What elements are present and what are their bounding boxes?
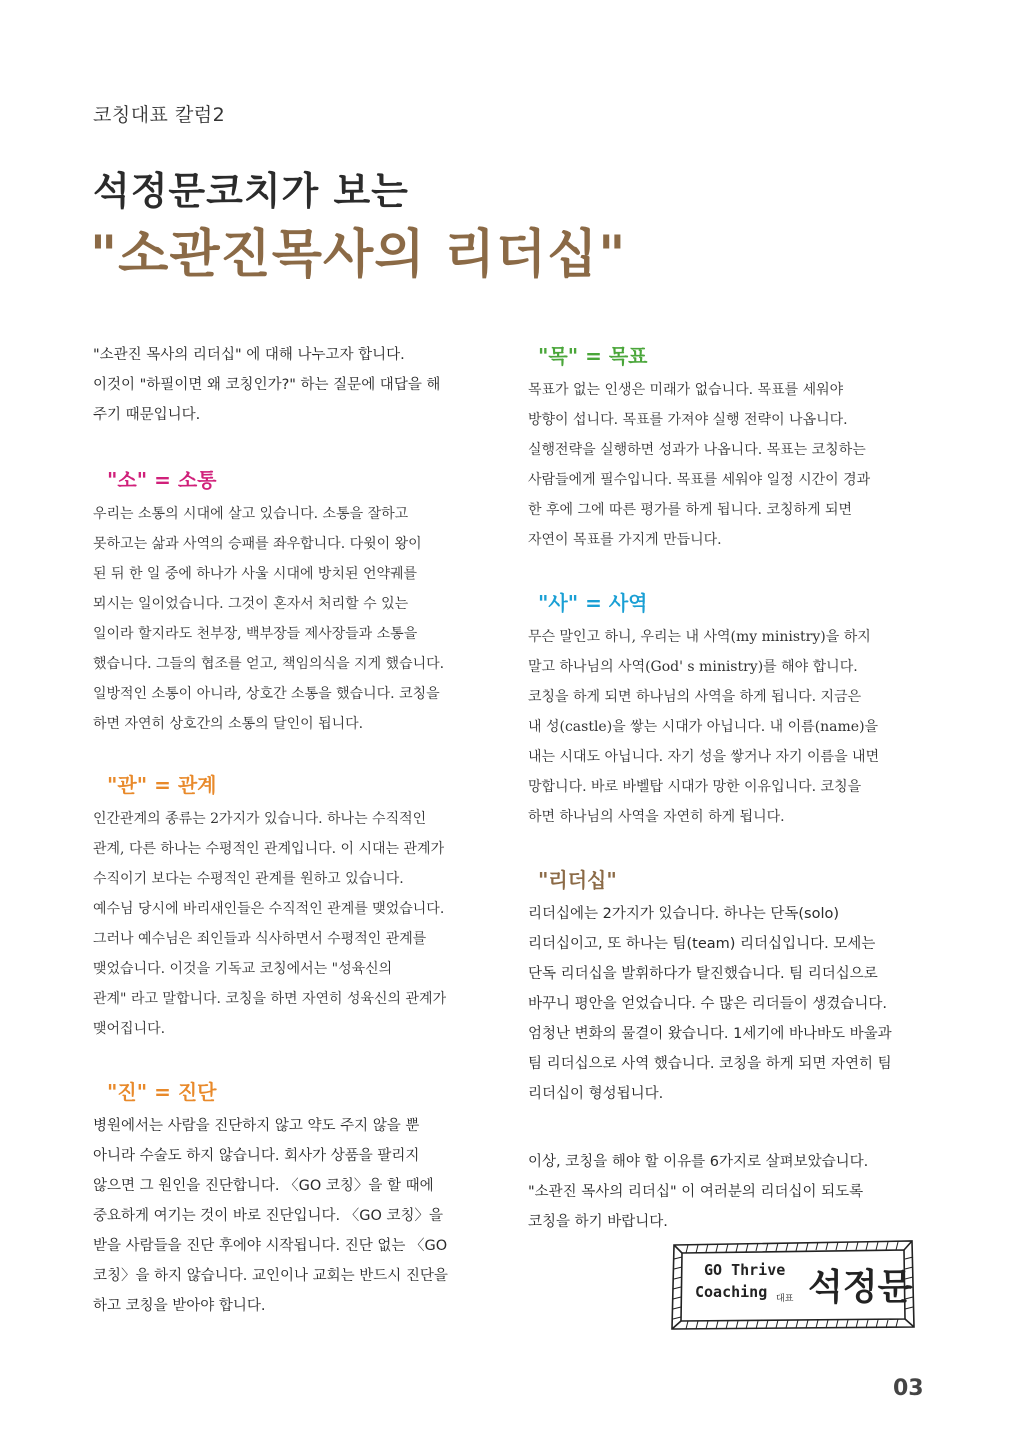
text-line: 코칭을 하기 바랍니다. xyxy=(528,1214,668,1230)
text-line: 하면 자연히 상호간의 소통의 달인이 됩니다. xyxy=(93,716,364,732)
text-line: 받을 사람들을 진단 후에야 시작됩니다. 진단 없는 〈GO xyxy=(93,1238,448,1254)
text-line: 그러나 예수님은 죄인들과 식사하면서 수평적인 관계를 xyxy=(93,931,427,947)
badge-line1: GO Thrive xyxy=(704,1261,786,1279)
text-line: 자연이 목표를 가지게 만듭니다. xyxy=(528,532,722,548)
text-line: 리더십이고, 또 하나는 팀(team) 리더십입니다. 모세는 xyxy=(528,936,876,952)
text-line: 우리는 소통의 시대에 살고 있습니다. 소통을 잘하고 xyxy=(93,506,409,522)
text-line: 주기 때문입니다. xyxy=(93,407,201,423)
section-heading-mok: "목" = 목표 xyxy=(538,344,648,368)
text-line: "소관진 목사의 리더십" 이 여러분의 리더십이 되도록 xyxy=(528,1184,864,1200)
text-line: 않으면 그 원인을 진단합니다. 〈GO 코칭〉을 할 때에 xyxy=(93,1178,434,1194)
text-line: 엄청난 변화의 물결이 왔습니다. 1세기에 바나바도 바울과 xyxy=(528,1026,892,1042)
closing-paragraph xyxy=(528,1147,940,1237)
text-line: 인간관계의 종류는 2가지가 있습니다. 하나는 수직적인 xyxy=(93,811,427,827)
column-kicker: 코칭대표 칼럼2 xyxy=(93,104,226,126)
text-line: 일방적인 소통이 아니라, 상호간 소통을 했습니다. 코칭을 xyxy=(93,686,440,702)
text-line: 관계, 다른 하나는 수평적인 관계입니다. 이 시대는 관계가 xyxy=(93,841,445,857)
section-heading-sa: "사" = 사역 xyxy=(538,591,648,615)
text-line: "소관진 목사의 리더십" 에 대해 나누고자 합니다. xyxy=(93,347,405,363)
text-line: 리더십이 형성됩니다. xyxy=(528,1086,664,1102)
text-line: 망합니다. 바로 바벨탑 시대가 망한 이유입니다. 코칭을 xyxy=(528,779,862,795)
text-line: 단독 리더십을 발휘하다가 탈진했습니다. 팀 리더십으로 xyxy=(528,966,878,982)
text-line: 이상, 코칭을 해야 할 이유를 6가지로 살펴보았습니다. xyxy=(528,1154,869,1170)
badge-line2: Coaching xyxy=(695,1283,768,1301)
text-line: 코칭을 하게 되면 하나님의 사역을 하게 됩니다. 지금은 xyxy=(528,689,862,705)
text-line: 사람들에게 필수입니다. 목표를 세워야 일정 시간이 경과 xyxy=(528,472,871,488)
section-body-jin xyxy=(93,1111,505,1321)
page-title-line2: "소관진목사의 리더십" xyxy=(90,225,627,285)
text-line: 목표가 없는 인생은 미래가 없습니다. 목표를 세워야 xyxy=(528,382,844,398)
text-line: 하고 코칭을 받아야 합니다. xyxy=(93,1298,266,1314)
page-number: 03 xyxy=(893,1376,924,1401)
page-title-line1: 석정문코치가 보는 xyxy=(93,169,409,213)
text-line: 실행전략을 실행하면 성과가 나옵니다. 목표는 코칭하는 xyxy=(528,442,866,458)
text-line: 일이라 할지라도 천부장, 백부장들 제사장들과 소통을 xyxy=(93,626,418,642)
text-line: 이것이 "하필이면 왜 코칭인가?" 하는 질문에 대답을 해 xyxy=(93,377,441,393)
signature-name: 석정문 xyxy=(808,1266,913,1308)
section-heading-gwan: "관" = 관계 xyxy=(107,773,217,797)
section-body-leadership xyxy=(528,899,940,1109)
text-line: 무슨 말인고 하니, 우리는 내 사역(my ministry)을 하지 xyxy=(528,629,871,645)
text-line: 바꾸니 평안을 얻었습니다. 수 많은 리더들이 생겼습니다. xyxy=(528,996,888,1012)
text-line: 방향이 섭니다. 목표를 가져야 실행 전략이 나옵니다. xyxy=(528,412,848,428)
text-line: 예수님 당시에 바리새인들은 수직적인 관계를 맺었습니다. xyxy=(93,901,445,917)
intro-paragraph xyxy=(93,340,505,430)
text-line: 말고 하나님의 사역(God' s ministry)를 해야 합니다. xyxy=(528,659,858,675)
text-line: 팀 리더십으로 사역 했습니다. 코칭을 하게 되면 자연히 팀 xyxy=(528,1056,892,1072)
badge-title: 대표 xyxy=(776,1294,794,1304)
text-line: 관계" 라고 말합니다. 코칭을 하면 자연히 성육신의 관계가 xyxy=(93,991,447,1007)
text-line: 맺었습니다. 이것을 기독교 코칭에서는 "성육신의 xyxy=(93,961,393,977)
text-line: 내 성(castle)을 쌓는 시대가 아닙니다. 내 이름(name)을 xyxy=(528,719,879,735)
text-line: 뫼시는 일이었습니다. 그것이 혼자서 처리할 수 있는 xyxy=(93,596,409,612)
section-body-mok xyxy=(528,375,940,555)
text-line: 중요하게 여기는 것이 바로 진단입니다. 〈GO 코칭〉을 xyxy=(93,1208,444,1224)
text-line: 리더십에는 2가지가 있습니다. 하나는 단독(solo) xyxy=(528,906,840,922)
text-line: 수직이기 보다는 수평적인 관계를 원하고 있습니다. xyxy=(93,871,404,887)
text-line: 아니라 수술도 하지 않습니다. 회사가 상품을 팔리지 xyxy=(93,1148,420,1164)
text-line: 못하고는 삶과 사역의 승패를 좌우합니다. 다윗이 왕이 xyxy=(93,536,422,552)
section-heading-so: "소" = 소통 xyxy=(107,468,217,492)
signature-badge xyxy=(668,1237,918,1333)
section-body-sa xyxy=(528,622,940,832)
section-body-gwan xyxy=(93,804,505,1044)
section-heading-leadership: "리더십" xyxy=(538,868,617,892)
text-line: 한 후에 그에 따른 평가를 하게 됩니다. 코칭하게 되면 xyxy=(528,502,853,518)
text-line: 내는 시대도 아닙니다. 자기 성을 쌓거나 자기 이름을 내면 xyxy=(528,749,880,765)
text-line: 맺어집니다. xyxy=(93,1021,166,1037)
section-body-so xyxy=(93,499,505,739)
text-line: 병원에서는 사람을 진단하지 않고 약도 주지 않을 뿐 xyxy=(93,1118,420,1134)
text-line: 된 뒤 한 일 중에 하나가 사울 시대에 방치된 언약궤를 xyxy=(93,566,418,582)
left-column xyxy=(93,340,505,1321)
text-line: 하면 하나님의 사역을 자연히 하게 됩니다. xyxy=(528,809,785,825)
text-line: 코칭〉을 하지 않습니다. 교인이나 교회는 반드시 진단을 xyxy=(93,1268,448,1284)
text-line: 했습니다. 그들의 협조를 얻고, 책임의식을 지게 했습니다. xyxy=(93,656,445,672)
section-heading-jin: "진" = 진단 xyxy=(107,1080,217,1104)
right-column xyxy=(528,340,940,1237)
